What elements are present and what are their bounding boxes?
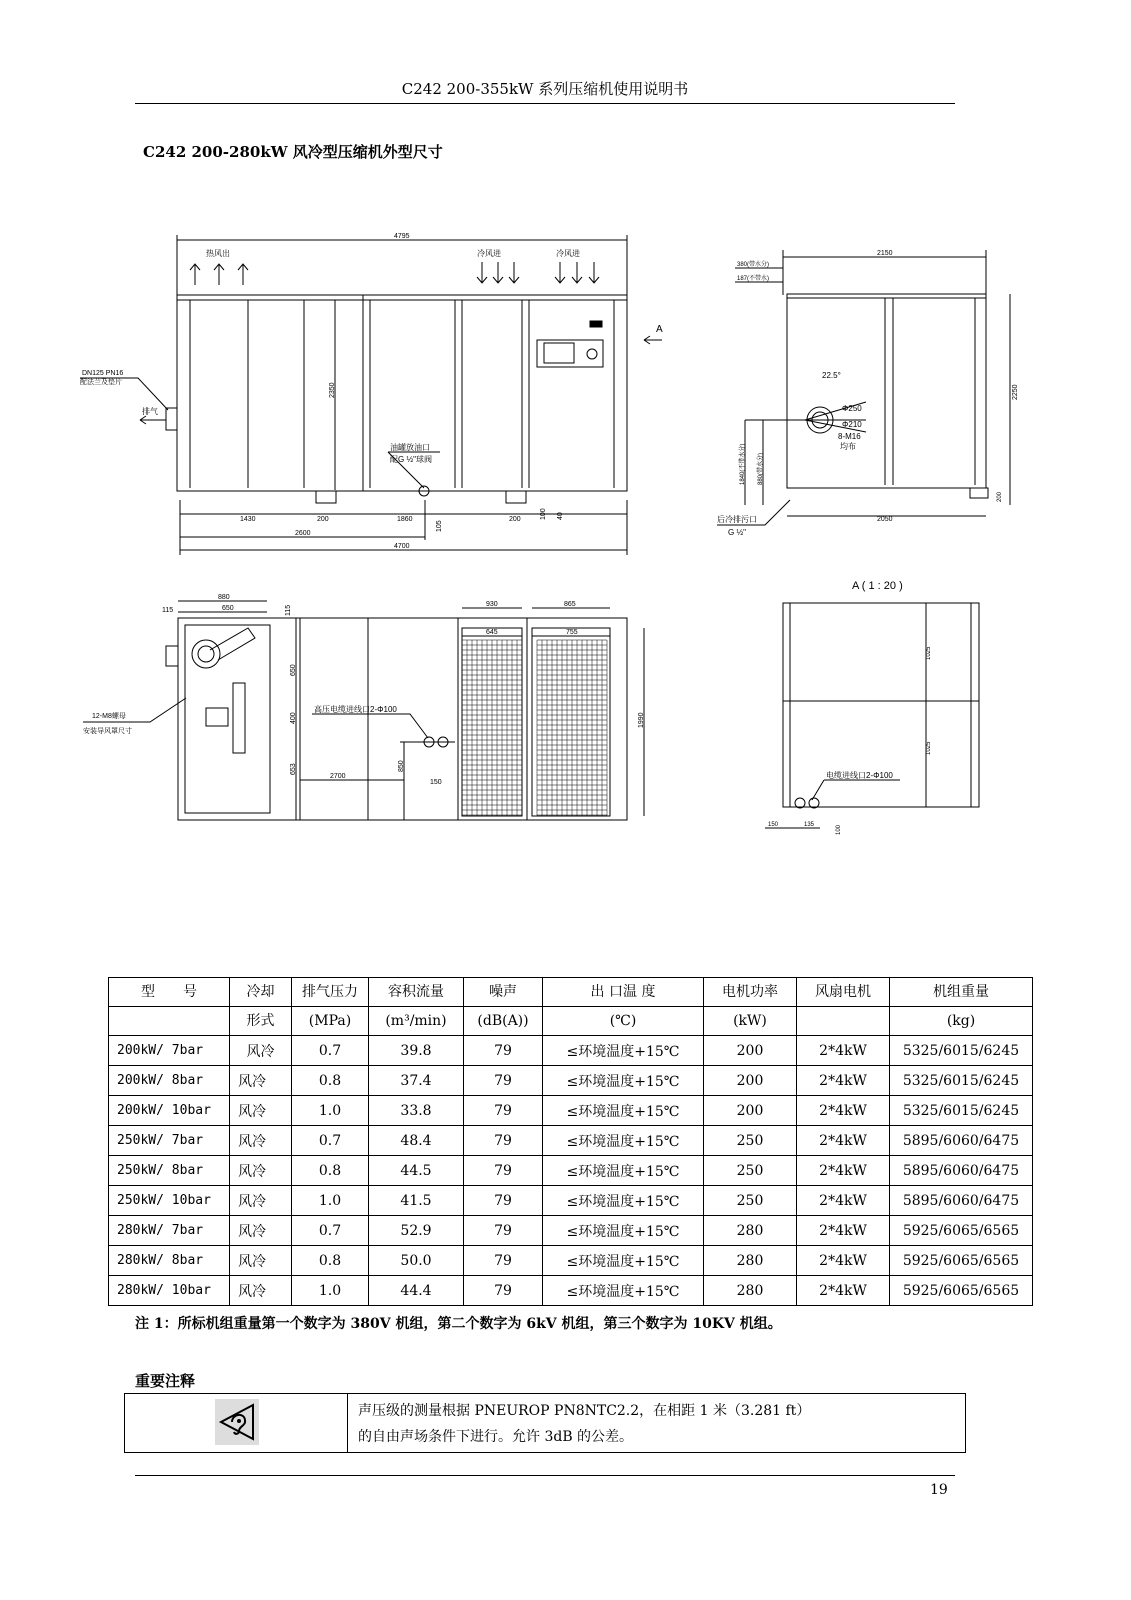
table-cell: 5325/6015/6245: [890, 1036, 1033, 1066]
dim-text: 850: [398, 760, 405, 772]
table-cell: 52.9: [369, 1216, 464, 1246]
table-cell: 1.0: [292, 1096, 369, 1126]
footer-divider: [135, 1475, 955, 1476]
header-cell: (℃): [543, 1007, 704, 1036]
dim-text: 200: [997, 491, 1003, 502]
table-cell: ≤环境温度+15℃: [543, 1036, 704, 1066]
table-row: [109, 1276, 1033, 1306]
table-cell: 2*4kW: [797, 1276, 890, 1306]
table-cell: 5325/6015/6245: [890, 1066, 1033, 1096]
weight-note: 注 1：所标机组重量第一个数字为 380V 机组，第二个数字为 6kV 机组，第三个数字为 10KV 机组。: [135, 1316, 782, 1332]
dim-text: 2050: [877, 516, 893, 523]
table-cell: 风冷: [230, 1276, 292, 1306]
dim-text: 650: [222, 605, 234, 612]
important-line: 声压级的测量根据 PNEUROP PN8NTC2.2，在相距 1 米（3.281 ft）: [358, 1403, 811, 1419]
dim-text: 100: [836, 824, 842, 835]
header-cell: 容积流量: [369, 978, 464, 1007]
dim-text: 40: [557, 512, 564, 520]
dim-text: 135: [804, 822, 815, 828]
dim-text: 1025: [926, 646, 932, 660]
table-cell: 200kW/ 8bar: [109, 1066, 230, 1096]
header-cell: 机组重量: [890, 978, 1033, 1007]
table-cell: 200: [704, 1066, 797, 1096]
cold-air-label: 冷风进: [477, 249, 501, 258]
dim-text: 均布: [840, 442, 856, 451]
dim-text: 865: [564, 601, 576, 608]
table-cell: 2*4kW: [797, 1096, 890, 1126]
table-row: [109, 1246, 1033, 1276]
angle-label: 22.5°: [822, 371, 841, 380]
table-row: [109, 1126, 1033, 1156]
table-cell: 200kW/ 7bar: [109, 1036, 230, 1066]
dim-text: 2150: [877, 250, 893, 257]
view-a-title: A ( 1 : 20 ): [852, 580, 903, 592]
table-cell: 风冷: [230, 1216, 292, 1246]
dim-text: 200: [317, 516, 329, 523]
dim-text: 8-M16: [838, 432, 861, 441]
cable-label: 电缆进线口2-Φ100: [826, 771, 893, 780]
table-cell: 44.5: [369, 1156, 464, 1186]
header-cell: (MPa): [292, 1007, 369, 1036]
table-cell: 280kW/ 7bar: [109, 1216, 230, 1246]
dim-text: 115: [285, 604, 292, 616]
header-cell: (dB(A)): [464, 1007, 543, 1036]
dim-text: 380(带水分): [737, 262, 770, 268]
dim-text: 105: [436, 520, 443, 532]
dim-text: 2600: [295, 530, 311, 537]
table-cell: 2*4kW: [797, 1246, 890, 1276]
table-body: [109, 1036, 1033, 1306]
dim-text: 930: [486, 601, 498, 608]
table-cell: 280kW/ 8bar: [109, 1246, 230, 1276]
page-number: 19: [930, 1482, 948, 1498]
table-cell: 280: [704, 1276, 797, 1306]
drain-label: 配G ½"球阀: [390, 455, 432, 464]
dim-text: 4700: [394, 543, 410, 550]
dim-text: 100: [540, 508, 547, 520]
table-cell: ≤环境温度+15℃: [543, 1186, 704, 1216]
table-cell: 200: [704, 1096, 797, 1126]
nut-label: 安装导风罩尺寸: [83, 728, 132, 735]
table-cell: 79: [464, 1276, 543, 1306]
table-cell: 250kW/ 8bar: [109, 1156, 230, 1186]
table-cell: 280: [704, 1246, 797, 1276]
table-cell: 79: [464, 1156, 543, 1186]
dim-text: 1860: [397, 516, 413, 523]
table-cell: 5895/6060/6475: [890, 1156, 1033, 1186]
table-row: [109, 1216, 1033, 1246]
table-cell: 79: [464, 1126, 543, 1156]
table-cell: 200: [704, 1036, 797, 1066]
table-cell: 50.0: [369, 1246, 464, 1276]
front-view: [80, 233, 663, 555]
table-cell: ≤环境温度+15℃: [543, 1246, 704, 1276]
header-cell: (m³/min): [369, 1007, 464, 1036]
top-view: [83, 594, 645, 820]
cable-label: 高压电缆进线口2-Φ100: [314, 705, 397, 714]
table-cell: 37.4: [369, 1066, 464, 1096]
table-cell: 79: [464, 1036, 543, 1066]
header-cell: 噪声: [464, 978, 543, 1007]
dim-text: 645: [486, 629, 498, 636]
table-cell: 250kW/ 7bar: [109, 1126, 230, 1156]
header-cell: [797, 1007, 890, 1036]
table-cell: 2*4kW: [797, 1036, 890, 1066]
dim-text: 880(带水分): [758, 452, 764, 485]
table-cell: 5925/6065/6565: [890, 1246, 1033, 1276]
header-cell: [109, 1007, 230, 1036]
table-cell: 5925/6065/6565: [890, 1276, 1033, 1306]
table-cell: 2*4kW: [797, 1126, 890, 1156]
table-cell: 0.7: [292, 1216, 369, 1246]
table-cell: 48.4: [369, 1126, 464, 1156]
table-cell: 250kW/ 10bar: [109, 1186, 230, 1216]
table-cell: 0.8: [292, 1066, 369, 1096]
table-cell: 33.8: [369, 1096, 464, 1126]
dim-text: 150: [768, 822, 779, 828]
dim-text: 115: [162, 607, 174, 614]
table-cell: 79: [464, 1246, 543, 1276]
drain-label: G ½": [728, 528, 746, 537]
dim-text: 880: [218, 594, 230, 601]
important-title: 重要注释: [135, 1372, 196, 1390]
table-row: [109, 1096, 1033, 1126]
dim-text: 200: [509, 516, 521, 523]
table-cell: 39.8: [369, 1036, 464, 1066]
table-cell: ≤环境温度+15℃: [543, 1126, 704, 1156]
table-cell: 0.7: [292, 1036, 369, 1066]
table-cell: 1.0: [292, 1186, 369, 1216]
drain-label: 后冷排污口: [717, 515, 757, 524]
table-cell: 风冷: [230, 1156, 292, 1186]
table-row: [109, 1066, 1033, 1096]
table-cell: ≤环境温度+15℃: [543, 1156, 704, 1186]
table-cell: 79: [464, 1186, 543, 1216]
table-cell: 79: [464, 1066, 543, 1096]
drain-label: 油罐放油口: [390, 443, 430, 452]
table-cell: 280kW/ 10bar: [109, 1276, 230, 1306]
table-cell: 2*4kW: [797, 1216, 890, 1246]
table-header-row: [109, 1007, 1033, 1036]
table-cell: 0.7: [292, 1126, 369, 1156]
nut-label: 12-M8螺母: [92, 713, 126, 720]
table-cell: 2*4kW: [797, 1186, 890, 1216]
table-cell: 风冷: [230, 1246, 292, 1276]
header-cell: 电机功率: [704, 978, 797, 1007]
table-cell: 5895/6060/6475: [890, 1126, 1033, 1156]
dim-text: 2250: [1012, 384, 1019, 400]
table-header-row: [109, 978, 1033, 1007]
dim-text: 1990: [638, 712, 645, 728]
table-cell: 0.8: [292, 1246, 369, 1276]
table-cell: ≤环境温度+15℃: [543, 1066, 704, 1096]
flange-label: 配法兰及垫片: [80, 379, 122, 386]
table-row: [109, 1156, 1033, 1186]
table-cell: 2*4kW: [797, 1066, 890, 1096]
table-cell: 250: [704, 1156, 797, 1186]
table-cell: 250: [704, 1186, 797, 1216]
dim-text: 1025: [926, 741, 932, 755]
dim-text: 1840(不带水分): [740, 443, 746, 485]
cold-air-label: 冷风进: [556, 249, 580, 258]
header-cell: 冷却: [230, 978, 292, 1007]
important-text: [358, 1398, 958, 1450]
important-divider: [347, 1393, 348, 1453]
table-cell: 5895/6060/6475: [890, 1186, 1033, 1216]
table-cell: 79: [464, 1096, 543, 1126]
dim-text: 755: [566, 629, 578, 636]
table-cell: 5325/6015/6245: [890, 1096, 1033, 1126]
dim-text: 653: [290, 763, 297, 775]
table-cell: 风冷: [230, 1096, 292, 1126]
table-cell: 5925/6065/6565: [890, 1216, 1033, 1246]
table-cell: 200kW/ 10bar: [109, 1096, 230, 1126]
view-a: [765, 580, 979, 835]
table-cell: 250: [704, 1126, 797, 1156]
header-cell: 型 号: [109, 978, 230, 1007]
header-cell: 风扇电机: [797, 978, 890, 1007]
side-view: [717, 250, 1019, 537]
table-cell: 2*4kW: [797, 1156, 890, 1186]
dim-text: 150: [430, 779, 442, 786]
page-header: C242 200-355kW 系列压缩机使用说明书: [401, 80, 689, 98]
ear-icon: [215, 1399, 259, 1445]
table-cell: ≤环境温度+15℃: [543, 1276, 704, 1306]
spec-table: [108, 977, 1033, 1306]
dim-text: 2700: [330, 773, 346, 780]
header-cell: (kg): [890, 1007, 1033, 1036]
grille-mesh: [462, 640, 522, 816]
table-row: [109, 1036, 1033, 1066]
table-cell: 风冷: [230, 1066, 292, 1096]
table-cell: 风冷: [230, 1036, 292, 1066]
important-line: 的自由声场条件下进行。允许 3dB 的公差。: [358, 1429, 634, 1445]
table-cell: ≤环境温度+15℃: [543, 1216, 704, 1246]
table-cell: 1.0: [292, 1276, 369, 1306]
table-cell: 风冷: [230, 1186, 292, 1216]
hot-air-label: 热风出: [206, 249, 230, 258]
dim-text: Φ210: [842, 420, 862, 429]
header-cell: 出 口温 度: [543, 978, 704, 1007]
table-cell: 0.8: [292, 1156, 369, 1186]
dim-text: 400: [290, 712, 297, 724]
grille-mesh: [537, 640, 607, 816]
dim-text: 2350: [329, 382, 336, 398]
table-cell: 79: [464, 1216, 543, 1246]
view-a-marker: A: [656, 324, 663, 335]
exhaust-label: 排气: [142, 407, 158, 416]
section-title: C242 200-280kW 风冷型压缩机外型尺寸: [143, 143, 443, 161]
flange-label: DN125 PN16: [82, 370, 124, 377]
dim-text: 1430: [240, 516, 256, 523]
dim-text: 650: [290, 664, 297, 676]
dim-text: 4795: [394, 233, 410, 240]
table-cell: 风冷: [230, 1126, 292, 1156]
table-cell: 41.5: [369, 1186, 464, 1216]
table-cell: ≤环境温度+15℃: [543, 1096, 704, 1126]
header-cell: (kW): [704, 1007, 797, 1036]
table-cell: 280: [704, 1216, 797, 1246]
header-cell: 排气压力: [292, 978, 369, 1007]
table-cell: 44.4: [369, 1276, 464, 1306]
header-cell: 形式: [230, 1007, 292, 1036]
dim-text: 187(不带水): [737, 276, 770, 282]
table-row: [109, 1186, 1033, 1216]
dim-text: Φ250: [842, 404, 862, 413]
